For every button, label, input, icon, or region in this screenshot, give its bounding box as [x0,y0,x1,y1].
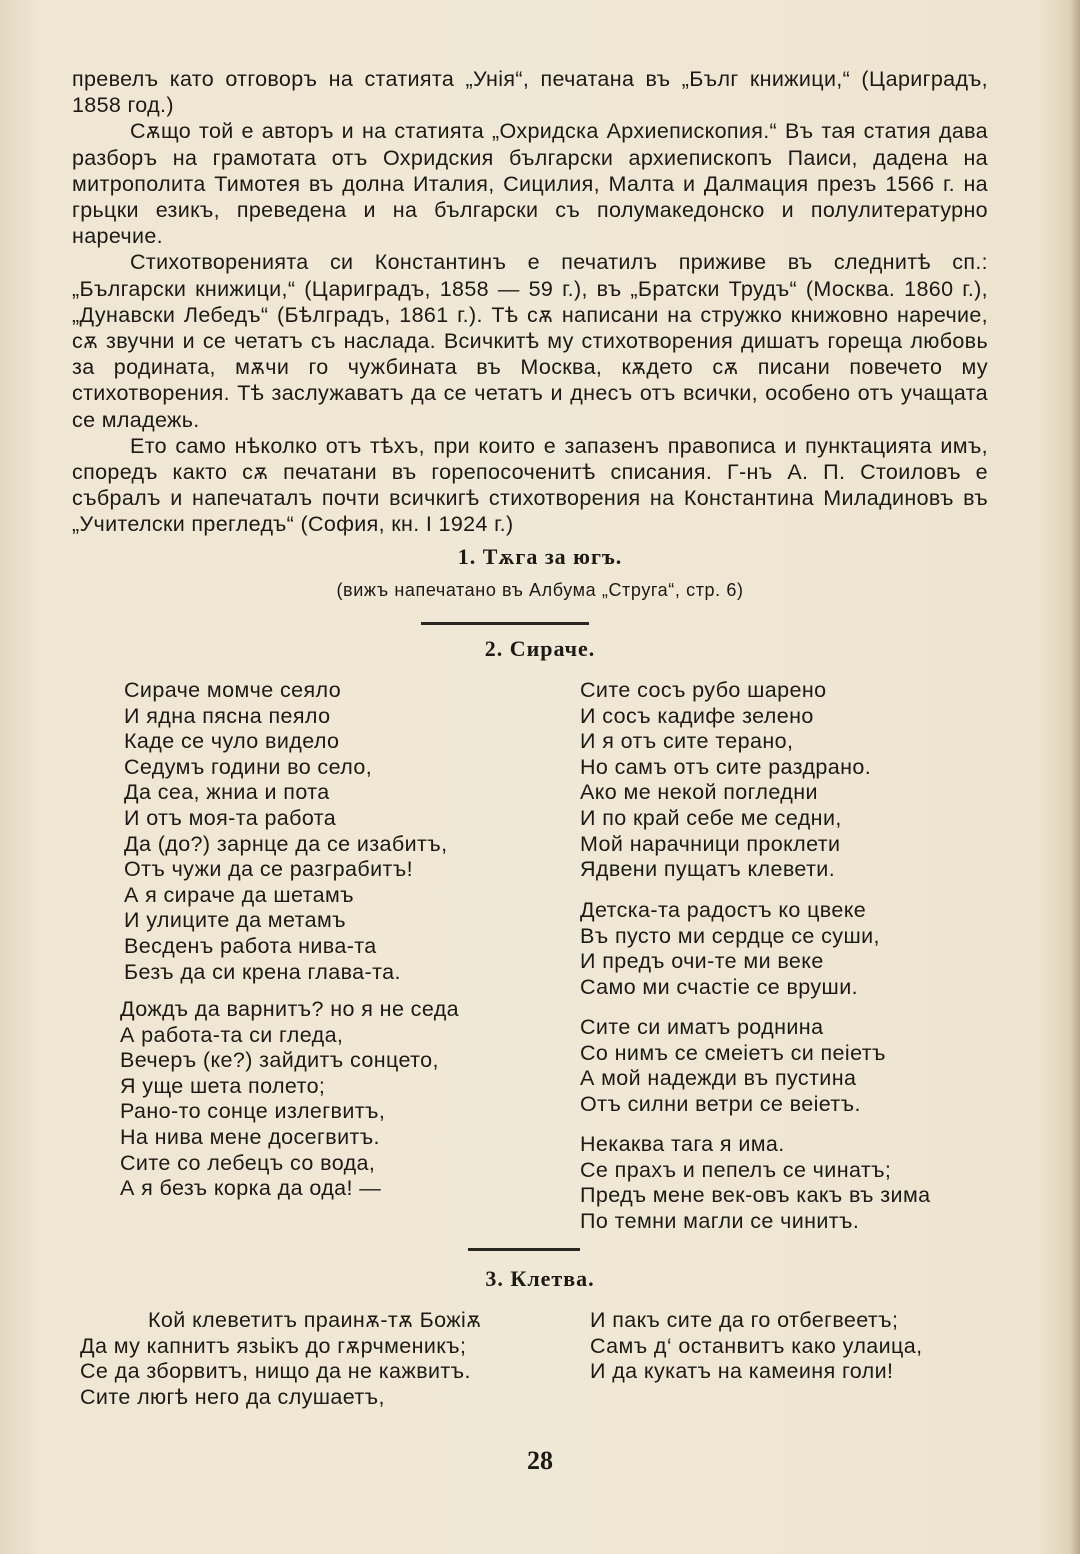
verse-line: Да сеа, жниа и пота [124,780,330,805]
intro-paragraph-1: превелъ като отговоръ на статията „Унiя“, печатана въ „Бълг книжици,“ (Цариградъ, 1858 год.) [72,67,988,118]
verse-line: Кой клеветитъ праинѫ-тѫ Божiѫ [148,1308,482,1332]
verse-line: И пакъ сите да го отбегвеетъ; [590,1308,899,1332]
verse-line: Предъ мене век-овъ какъ въ зима [580,1183,931,1208]
verse-line: А я безъ корка да ода! — [120,1176,382,1201]
verse-line: Безъ да си крена глава-та. [124,959,401,984]
verse-line: Весденъ работа нива-та [124,933,377,958]
poem2-left-stanza-1 [124,678,447,985]
verse-line: Сите сосъ рубо шарено [580,678,827,702]
verse-line: Отъ чужи да се разграбитъ! [124,857,413,882]
verse-line: Некаква тага я има. [580,1132,785,1156]
verse-line: Рано-то сонце излегвитъ, [120,1099,386,1124]
poem2-right-stanza-3 [580,1015,886,1117]
verse-line: Сите си иматъ роднина [580,1015,824,1039]
verse-line: Вечеръ (ке?) зайдитъ сонцето, [120,1048,439,1073]
verse-line: Ядвени пущатъ клевети. [580,857,836,882]
intro-text [72,66,988,538]
verse-line: И я отъ сите терано, [580,729,794,754]
verse-line: Детска-та радостъ ко цвеке [580,898,867,922]
verse-line: Сираче момче сеяло [124,678,342,702]
verse-line: Мой нарачници проклети [580,831,841,856]
verse-line: Ако ме некой погледни [580,780,818,805]
poem2-title: 2. Сираче. [484,636,596,661]
verse-line: И сосъ кадифе зелено [580,703,814,728]
divider-rule [421,622,589,625]
verse-line: Самъ д‘ останвитъ како улаица, [590,1333,923,1358]
verse-line: Каде се чуло видело [124,729,340,754]
verse-line: А я сираче да шетамъ [124,882,355,907]
verse-line: На нива мене досегвитъ. [120,1124,380,1149]
poem2-right-stanza-2 [580,898,880,1000]
verse-line: Дождъ да варнитъ? но я не седа [120,997,460,1021]
verse-line: Да му капнитъ язьiкъ до гѫрчменикъ; [80,1333,467,1358]
poem3-left-column [80,1308,481,1410]
verse-line: И предъ очи-те ми веке [580,949,824,974]
verse-line: Но самъ отъ сите раздрано. [580,754,872,779]
verse-line: А работа-та си гледа, [120,1022,344,1047]
poem3-title: 3. Клетва. [485,1266,595,1291]
verse-line: Со нимъ се смеiетъ си пеiетъ [580,1040,886,1065]
verse-line: Седумъ години во село, [124,754,373,779]
poem2-right-stanza-4 [580,1132,930,1234]
verse-line: И ядна пясна пеяло [124,703,331,728]
page-number: 28 [527,1446,553,1475]
verse-line: Сите люгѣ него да слушаетъ, [80,1384,385,1409]
verse-line: Се прахъ и пепелъ се чинатъ; [580,1157,892,1182]
verse-line: Я уще шета полето; [120,1073,326,1098]
verse-line: Да (до?) зарнце да се изабитъ, [124,831,448,856]
verse-line: И улиците да метамъ [124,908,347,933]
verse-line: Се да зборвитъ, нищо да не кажвитъ. [80,1359,471,1384]
verse-line: Въ пусто ми сердце се суши, [580,923,880,948]
poem1-note: (вижъ напечатано въ Албума „Струга“, стр. 6) [336,580,744,600]
page-edge-shadow [1070,0,1080,1554]
divider-rule [468,1248,580,1251]
verse-line: А мой надежди въ пустина [580,1066,857,1091]
poem1-title: 1. Тѫга за югъ. [457,544,623,569]
verse-line: Отъ силни ветри се веiетъ. [580,1091,861,1116]
poem2-right-stanza-1 [580,678,871,883]
verse-line: И по край себе ме седни, [580,805,842,830]
verse-line: И отъ моя-та работа [124,805,337,830]
intro-paragraph-3: Стихотворенията си Константинъ е печатилъ приживе въ следнитѣ сп.: „Български книжици,“ (Цариградъ, 1858 — 59 г.), въ „Братски Трудъ“ (Москва. 1860 г.), „Дунавски Лебедъ“ (Бѣлградъ, 1861 г.). Тѣ сѫ написани на стружко книжовно наречие, сѫ звучни и се четатъ съ наслада. Всичкитѣ му стихотворения дишатъ гореща любовь за родината, мѫчи го чужбината въ Москва, кѫдето сѫ писани повечето му стихотворения. Тѣ заслужаватъ да се четатъ и днесъ отъ всички, особено отъ учащата се младежь. [72,250,988,432]
verse-line: Сите со лебецъ со вода, [120,1150,376,1175]
verse-line: По темни магли се чинитъ. [580,1208,860,1233]
verse-line: Само ми счастiе се вруши. [580,974,858,999]
poem3-right-column [590,1308,923,1385]
intro-paragraph-4: Ето само нѣколко отъ тѣхъ, при които е запазенъ правописа и пунктацията имъ, споредъ както сѫ печатани въ горепосоченитѣ списания. Г-нъ А. П. Стоиловъ е събралъ и напечаталъ почти всичкигѣ стихотворения на Константина Миладиновъ въ „Учителски прегледъ“ (София, кн. I 1924 г.) [72,433,988,537]
verse-line: И да кукатъ на камеиня голи! [590,1359,894,1384]
poem2-left-stanza-2 [120,997,459,1202]
intro-paragraph-2: Сѫщо той е авторъ и на статията „Охридска Архиепископия.“ Въ тая статия дава разборъ на грамотата отъ Охридския български архиепископъ Паиси, дадена на митрополита Тимотея въ долна Италия, Сицилия, Малта и Далмация презъ 1566 г. на грьцки езикъ, преведена и на български съ полумакедонско и полулитературно наречие. [72,119,988,249]
